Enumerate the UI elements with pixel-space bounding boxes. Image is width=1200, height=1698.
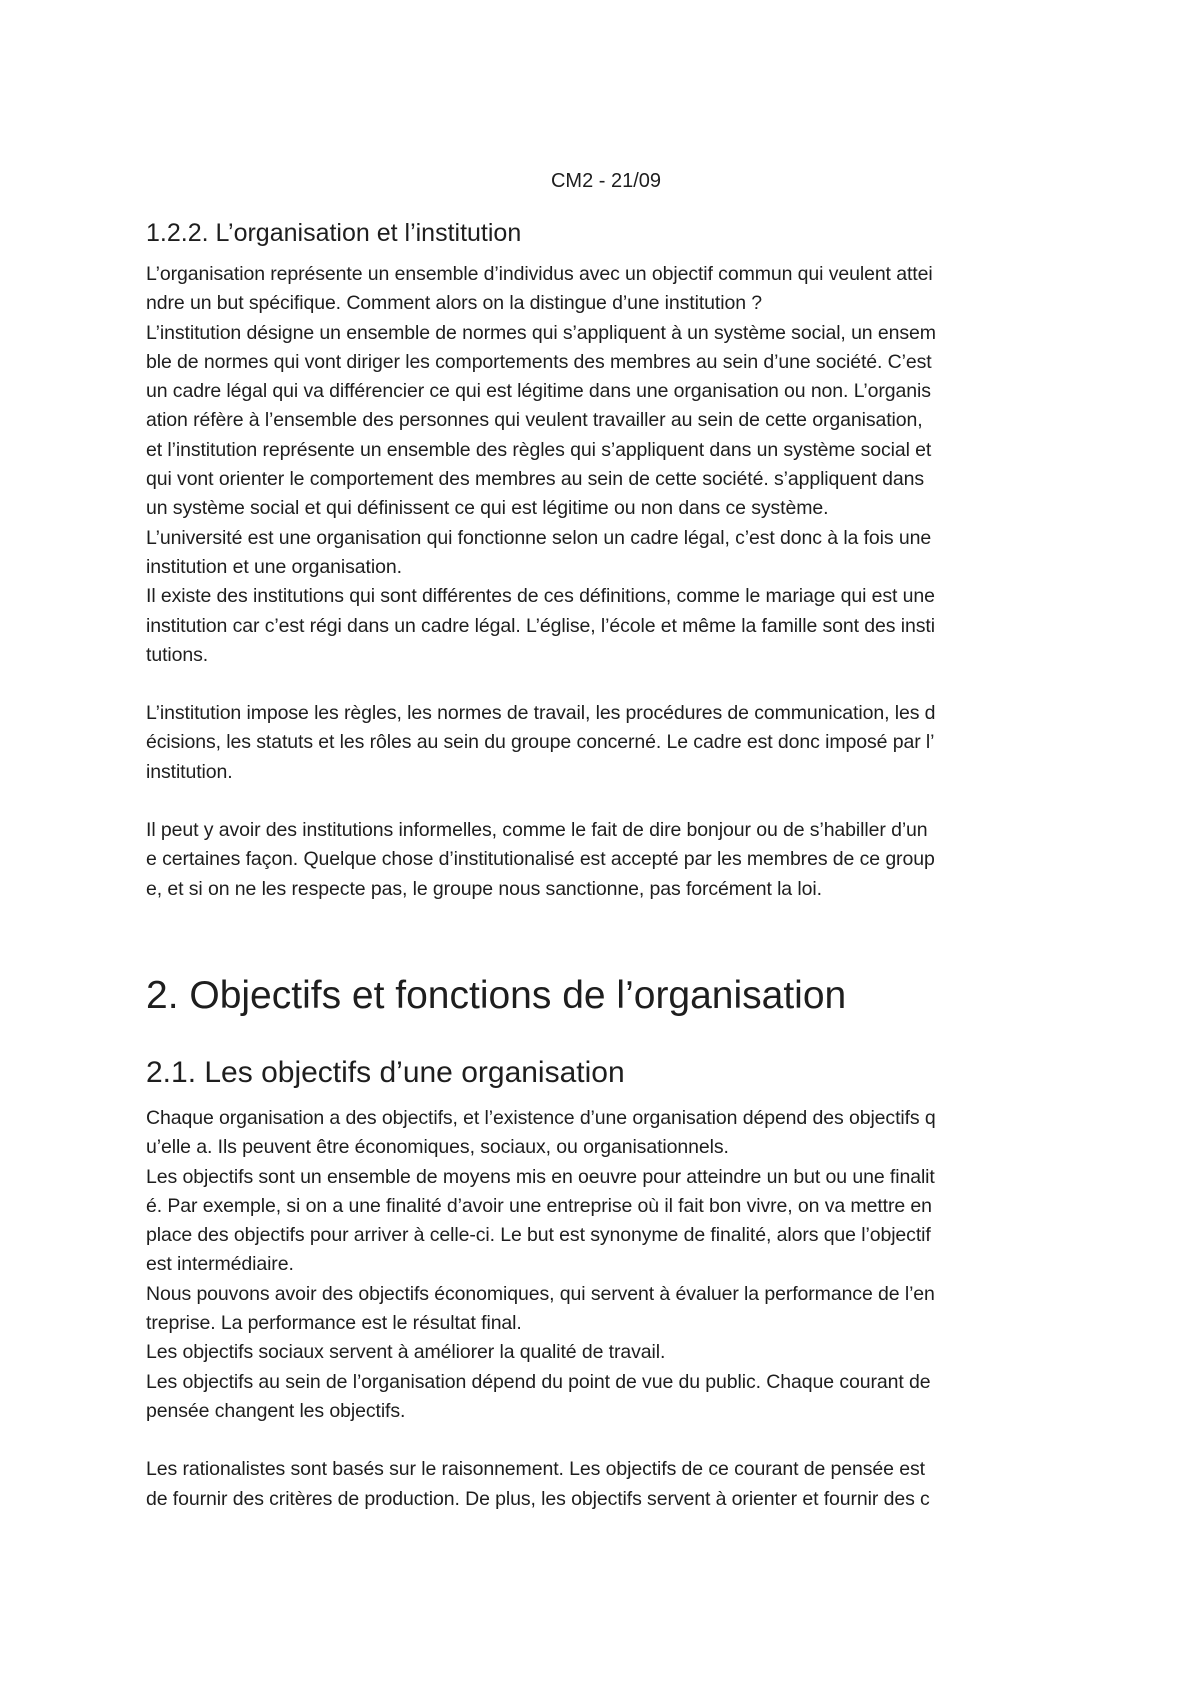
paragraph: L’institution impose les règles, les normes de travail, les procédures de communication, les d écisions, les statuts et les rôles au sein du groupe concerné. Le cadre est donc imposé par l’ institution. (146, 702, 936, 783)
section-body-2-1 (146, 1104, 1066, 1514)
section-heading-2: 2. Objectifs et fonctions de l’organisation (146, 973, 847, 1017)
section-heading-2-1: 2.1. Les objectifs d’une organisation (146, 1055, 625, 1089)
document-header: CM2 - 21/09 (550, 170, 662, 192)
paragraph: Les rationalistes sont basés sur le raisonnement. Les objectifs de ce courant de pensée est de fournir des critères de production. De plus, les objectifs servent à orienter et fournir des c (146, 1458, 930, 1510)
paragraph: L’organisation représente un ensemble d’individus avec un objectif commun qui veulent attei ndre un but spécifique. Comment alors on la distingue d’une institution ? L’institution désigne un ensemble de normes qui s’appliquent à un système social, un ensem ble de normes qui vont diriger les comportements des membres au sein d’une société. C’est un cadre légal qui va différencier ce qui est légitime dans une organisation ou non. L’organis ation réfère à l’ensemble des personnes qui veulent travailler au sein de cette organisation, et l’institution représente un ensemble des règles qui s’appliquent dans un système social et qui vont orienter le comportement des membres au sein de cette société. s’appliquent dans un système social et qui définissent ce qui est légitime ou non dans ce système. L’université est une organisation qui fonctionne selon un cadre légal, c’est donc à la fois une institution et une organisation. Il existe des institutions qui sont différentes de ces définitions, comme le mariage qui est une institution car c’est régi dans un cadre légal. L’église, l’école et même la famille sont des insti tutions. (146, 263, 936, 666)
paragraph: Chaque organisation a des objectifs, et l’existence d’une organisation dépend des objectifs q u’elle a. Ils peuvent être économiques, sociaux, ou organisationnels. Les objectifs sont un ensemble de moyens mis en oeuvre pour atteindre un but ou une finalit é. Par exemple, si on a une finalité d’avoir une entreprise où il fait bon vivre, on va mettre en place des objectifs pour arriver à celle-ci. Le but est synonyme de finalité, alors que l’objectif est intermédiaire. Nous pouvons avoir des objectifs économiques, qui servent à évaluer la performance de l’en treprise. La performance est le résultat final. Les objectifs sociaux servent à améliorer la qualité de travail. Les objectifs au sein de l’organisation dépend du point de vue du public. Chaque courant de pensée changent les objectifs. (146, 1106, 936, 1422)
section-body-1-2-2 (146, 260, 1066, 904)
section-heading-1-2-2: 1.2.2. L’organisation et l’institution (146, 219, 522, 247)
paragraph: Il peut y avoir des institutions informelles, comme le fait de dire bonjour ou de s’habiller d’un e certaines façon. Quelque chose d’institutionalisé est accepté par les membres de ce group e, et si on ne les respecte pas, le groupe nous sanctionne, pas forcément la loi. (146, 819, 935, 900)
document-page (146, 170, 1066, 1514)
